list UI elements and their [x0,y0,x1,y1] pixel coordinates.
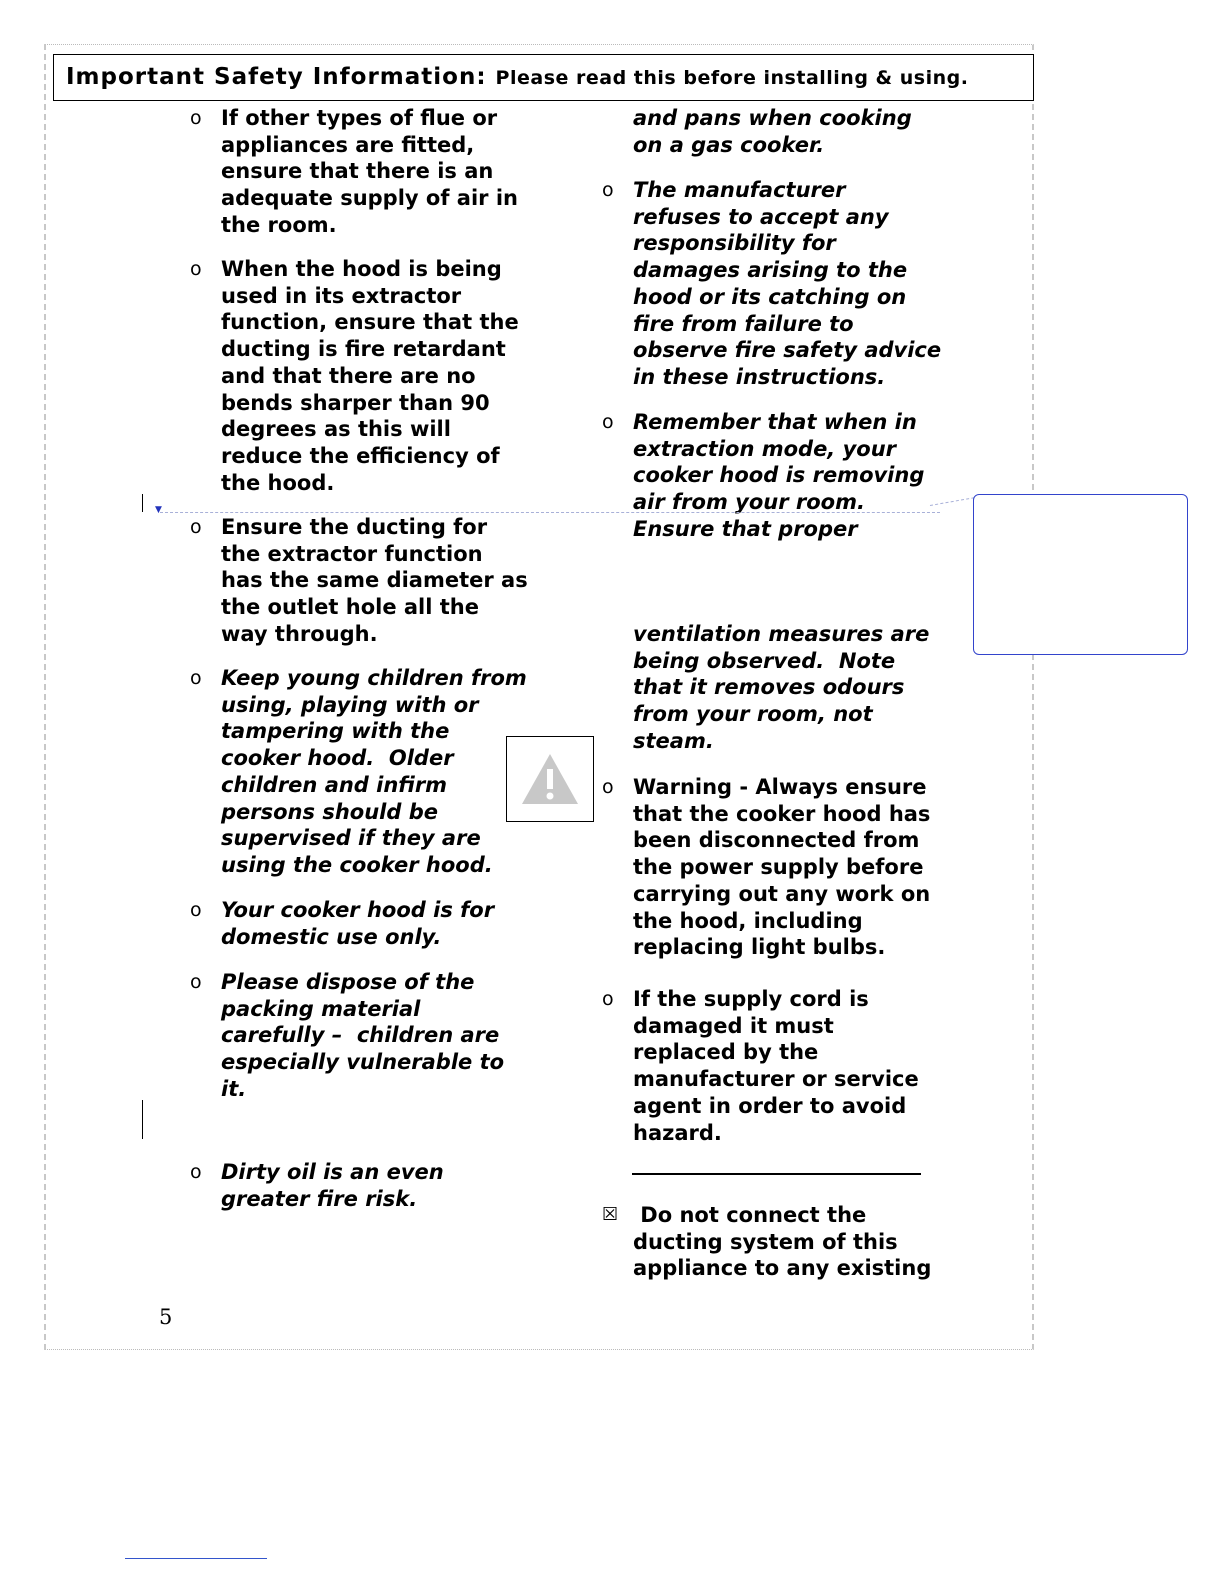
text-line: ventilation measures are [633,622,930,646]
text-line: replaced by the [633,1040,819,1065]
text-line: observe fire safety advice [633,338,942,363]
change-bar [142,494,143,512]
text-line: the room. [221,212,337,237]
text-line: bends sharper than 90 [221,390,490,415]
header-title-text: Important Safety Information: [66,64,487,90]
bullet-mark: o [190,1161,202,1183]
bullet-mark: o [190,516,202,538]
text-line: that the cooker hood has [633,801,931,826]
text-line: supervised if they are [221,826,481,851]
bullet-mark: o [602,411,614,433]
text-line: persons should be [221,799,438,824]
text-line: ensure that there is an [221,159,494,184]
text-line: damaged it must [633,1013,834,1038]
text-line: If the supply cord is [633,987,869,1011]
text-line: steam. [633,728,714,753]
checkbox-x-icon: ☒ [602,1204,619,1225]
text-line: that it removes odours [633,675,905,700]
text-line: in these instructions. [633,364,886,389]
text-line: agent in order to avoid [633,1093,907,1118]
bullet-text [633,774,930,961]
section-divider [632,1173,921,1175]
text-line: fire from failure to [633,311,854,336]
bullet-text [221,1159,444,1212]
text-line: damages arising to the [633,258,908,283]
bullet-mark: o [190,258,202,280]
bullet-mark: o [190,899,202,921]
text-line: especially vulnerable to [221,1050,505,1075]
text-line: ducting system of this [633,1229,898,1254]
bullet-text [221,105,518,239]
header-subtitle: Please read this before installing & using. [495,67,969,89]
warning-triangle-svg [519,751,581,807]
continued-text-text [633,105,912,158]
text-line: carrying out any work on [633,881,931,906]
text-line: using the cooker hood. [221,852,493,877]
remember-continuation-text [633,621,929,755]
text-line: from your room, not [633,702,873,727]
text-line: manufacturer or service [633,1067,919,1092]
text-line: ducting is fire retardant [221,337,506,362]
comment-balloon[interactable] [973,494,1188,655]
text-line: carefully – children are [221,1023,500,1048]
text-line: Do not connect the [633,1203,867,1227]
text-line: used in its extractor [221,283,462,308]
warning-triangle-icon [506,736,594,822]
text-line: the outlet hole all the [221,595,479,620]
text-line: using, playing with or [221,692,479,717]
text-line: hazard. [633,1120,722,1145]
comment-anchor-icon[interactable]: ▼ [155,505,162,515]
text-line: extraction mode, your [633,436,897,461]
text-line: children and infirm [221,772,448,797]
bullet-mark: o [602,776,614,798]
change-bar [142,1100,143,1139]
text-line: on a gas cooker. [633,132,825,157]
bullet-text [221,256,519,496]
text-line: appliances are fitted, [221,132,475,157]
comment-anchor-line [160,512,940,513]
text-line: the hood. [221,470,335,495]
bullet-text [221,897,494,950]
text-line: Your cooker hood is for [221,898,495,922]
text-line: When the hood is being [221,257,502,281]
text-line: function, ensure that the [221,310,519,335]
text-line: hood or its catching on [633,284,907,309]
bullet-text [633,986,919,1146]
text-line: appliance to any existing [633,1256,932,1281]
text-line: reduce the efficiency of [221,443,500,468]
bullet-mark: o [602,988,614,1010]
text-line: adequate supply of air in [221,186,518,211]
text-line: Keep young children from [221,666,527,690]
bullet-text [633,177,941,391]
text-line: degrees as this will [221,417,451,442]
text-line: domestic use only. [221,924,442,949]
text-line: has the same diameter as [221,568,528,593]
bullet-mark: o [190,971,202,993]
text-line: it. [221,1076,247,1101]
safety-header [53,54,1034,101]
bullet-mark: o [190,667,202,689]
text-line: If other types of flue or [221,106,498,130]
text-line: cooker hood. Older [221,746,454,771]
bullet-text [633,409,924,543]
text-line: and pans when cooking [633,106,912,130]
text-line: responsibility for [633,231,836,256]
text-line: replacing light bulbs. [633,935,886,960]
checkbox-item-text [633,1202,931,1282]
text-line: Remember that when in [633,410,917,434]
text-line: Dirty oil is an even [221,1160,444,1184]
text-line: air from your room. [633,490,865,515]
bullet-mark: o [190,107,202,129]
text-line: greater fire risk. [221,1186,418,1211]
text-line: way through. [221,621,378,646]
text-line: the extractor function [221,541,483,566]
text-line: Ensure the ducting for [221,515,488,539]
text-line: the power supply before [633,855,924,880]
bullet-text [221,665,527,879]
text-line: The manufacturer [633,178,846,202]
text-line: being observed. Note [633,648,896,673]
text-line: cooker hood is removing [633,463,925,488]
text-line: Warning - Always ensure [633,775,927,799]
text-line: Ensure that proper [633,516,858,541]
text-line: and that there are no [221,363,476,388]
footnote-separator [125,1558,267,1559]
page-number: 5 [159,1305,173,1329]
bullet-text [221,969,504,1103]
text-line: been disconnected from [633,828,920,853]
text-line: the hood, including [633,908,863,933]
text-line: Please dispose of the [221,970,475,994]
text-line: refuses to accept any [633,204,889,229]
text-line: packing material [221,996,421,1021]
bullet-text [221,514,528,648]
text-line: tampering with the [221,719,450,744]
bullet-mark: o [602,179,614,201]
header-title [66,64,968,90]
